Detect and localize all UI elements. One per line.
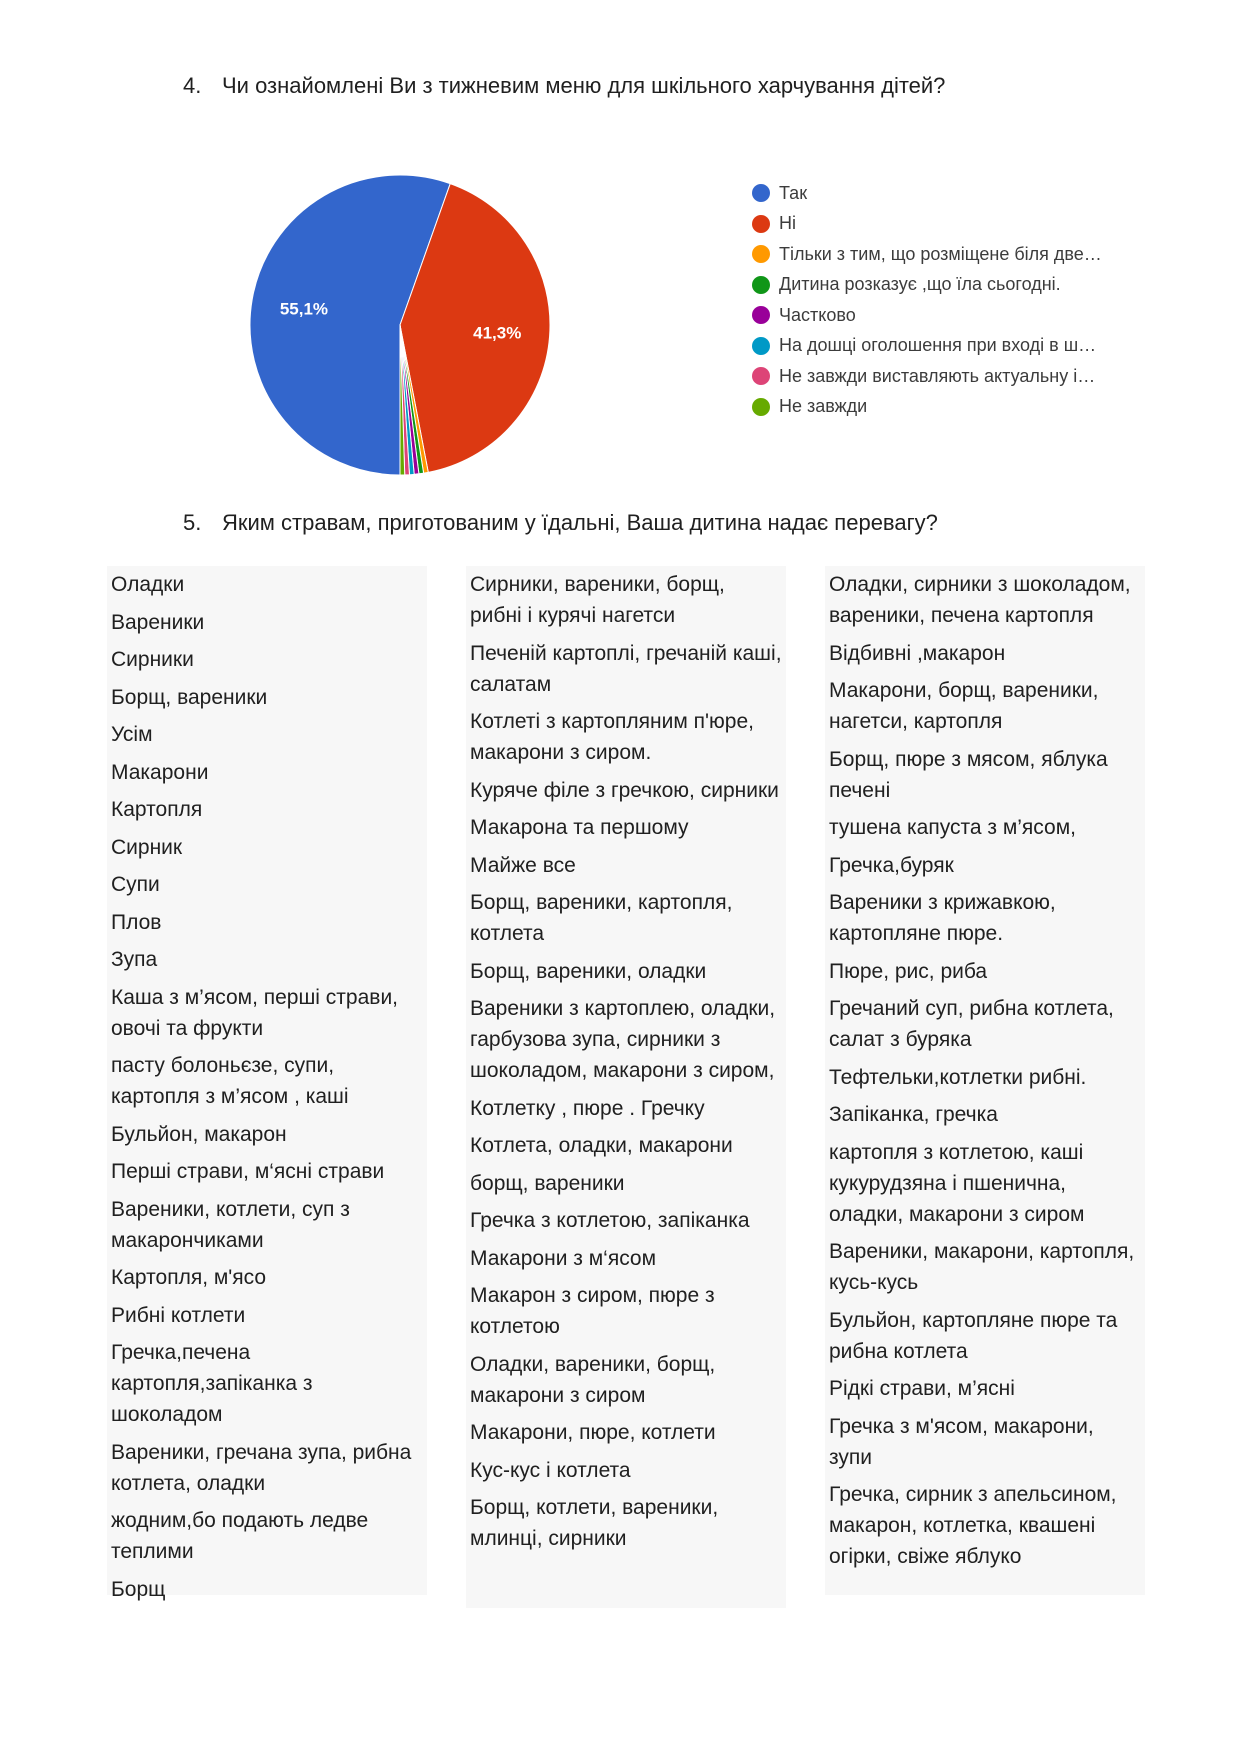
legend-item [752,331,1102,362]
answer-item: Борщ, котлети, вареники, млинці, сирники [470,1496,719,1550]
legend-label: Ні [779,213,796,234]
answer-item: Оладки, сирники з шоколадом, вареники, печена картопля [829,573,1131,627]
answer-item: Оладки [111,573,185,596]
answer-item: Макарони [111,760,209,784]
answer-item: Макарон з сиром, пюре з котлетою [470,1284,715,1338]
answer-item: Куряче філе з гречкою, сирники [470,778,779,802]
legend-color-dot-icon [752,398,770,416]
answer-item: жодним,бо подають ледве теплими [111,1509,369,1563]
answer-item: Вареники з крижавкою, картопляне пюре. [829,891,1056,945]
legend-item [752,392,1102,423]
answer-item: Зупа [111,948,158,971]
answer-item: Перші страви, м‘ясні страви [111,1160,385,1183]
question-5 [183,510,938,536]
answer-item: Вареники [111,610,205,634]
answer-item: Запіканка, гречка [829,1103,998,1126]
answer-item: Картопля, м'ясо [111,1266,267,1289]
chart-legend [752,178,1102,422]
answer-item: тушена капуста з м’ясом, [829,816,1076,839]
answer-item: Вареники з картоплею, оладки, гарбузова зупа, сирники з шоколадом, макарони з сиром, [470,997,776,1082]
answer-item: Борщ, пюре з мясом, яблука печені [829,747,1108,802]
answer-item: Майже все [470,853,576,877]
legend-item [752,270,1102,301]
answer-item: Гречка,буряк [829,853,954,877]
answer-item: Сирник [111,835,183,859]
answer-item: Вареники, макарони, картопля, кусь-кусь [829,1240,1135,1294]
answer-item: Гречка з котлетою, запіканка [470,1209,750,1232]
legend-color-dot-icon [752,245,770,263]
question-4-text: Чи ознайомлені Ви з тижневим меню для шкільного харчування дітей? [222,73,946,98]
answer-item: Плов [111,910,162,934]
legend-color-dot-icon [752,276,770,294]
question-5-number: 5. [183,510,202,535]
legend-item [752,209,1102,240]
slice-data-label: 41,3% [473,323,522,343]
answers-column-3 [825,566,1145,1595]
slice-data-label: 55,1% [279,299,329,319]
answer-item: Картопля [111,798,203,821]
legend-label: Так [779,182,808,203]
answer-item: Сирники [111,648,194,671]
pie-chart [240,165,560,485]
answer-item: Пюре, рис, риба [829,959,988,983]
answer-item: Макарона та першому [470,816,689,839]
answer-item: Котлетку , пюре . Гречку [470,1096,705,1120]
answer-item: Оладки, вареники, борщ, макарони з сиром [470,1352,716,1407]
answer-item: Борщ, вареники [111,685,268,709]
question-4 [183,73,945,99]
question-4-number: 4. [183,73,202,98]
answer-item: Макарони, пюре, котлети [470,1421,716,1444]
answer-item: Бульйон, картопляне пюре та рибна котлета [829,1308,1118,1363]
question-5-text: Яким стравам, приготованим у їдальні, Ваша дитина надає перевагу? [222,510,938,535]
answer-item: Гречаний суп, рибна котлета, салат з буряка [829,997,1114,1051]
legend-label: На дошці оголошення при вході в ш… [779,335,1097,356]
legend-color-dot-icon [752,215,770,233]
legend-item [752,361,1102,392]
answer-item: Усім [111,723,153,746]
answer-item: Печеній картоплі, гречаній каші, салатам [470,641,782,696]
answer-item: Сирники, вареники, борщ, рибні і курячі нагетси [470,573,725,627]
legend-label: Не завжди виставляють актуальну і… [779,365,1096,386]
legend-item [752,178,1102,209]
answer-item: Гречка, сирник з апельсином, макарон, котлетка, квашені огірки, свіже яблуко [829,1483,1117,1568]
answer-item: Макарони з м‘ясом [470,1246,657,1270]
answer-item: Котлеті з картопляним п'юре, макарони з сиром. [470,710,754,764]
answer-item: картопля з котлетою, каші кукурудзяна і пшенична, оладки, макарони з сиром [829,1140,1085,1226]
legend-color-dot-icon [752,337,770,355]
legend-label: Не завжди [779,396,868,417]
answer-item: Супи [111,873,160,896]
answer-item: Гречка,печена картопля,запіканка з шоколадом [111,1341,313,1426]
answer-item: Відбивні ,макарон [829,641,1006,665]
legend-item [752,300,1102,331]
answer-item: Кус-кус і котлета [470,1458,631,1482]
answer-item: Бульйон, макарон [111,1122,287,1146]
legend-label: Дитина розказує ,що їла сьогодні. [779,274,1061,295]
answers-column-2 [466,566,786,1608]
legend-label: Тільки з тим, що розміщене біля две… [779,243,1102,264]
legend-color-dot-icon [752,184,770,202]
answer-item: Борщ, вареники, оладки [470,959,707,983]
answer-item: борщ, вареники [470,1171,625,1195]
answer-item: Макарони, борщ, вареники, нагетси, картопля [829,679,1099,733]
answer-item: Гречка з м'ясом, макарони, зупи [829,1414,1094,1469]
legend-label: Частково [779,304,856,325]
answer-item: Котлета, оладки, макарони [470,1134,733,1157]
answer-item: Борщ [111,1577,166,1601]
answer-item: Рибні котлети [111,1303,246,1327]
answer-item: пасту болоньєзе, супи, картопля з м’ясом , каші [111,1054,349,1108]
answer-item: Каша з м’ясом, перші страви, овочі та фрукти [111,985,399,1040]
legend-color-dot-icon [752,367,770,385]
answers-column-1 [107,566,427,1601]
answer-item: Рідкі страви, м’ясні [829,1377,1015,1400]
answer-item: Тефтельки,котлетки рибні. [829,1065,1087,1089]
legend-color-dot-icon [752,306,770,324]
answer-item: Борщ, вареники, картопля, котлета [470,891,733,945]
answer-item: Вареники, гречана зупа, рибна котлета, оладки [111,1440,412,1495]
legend-item [752,239,1102,270]
answer-item: Вареники, котлети, суп з макарончиками [111,1197,350,1252]
